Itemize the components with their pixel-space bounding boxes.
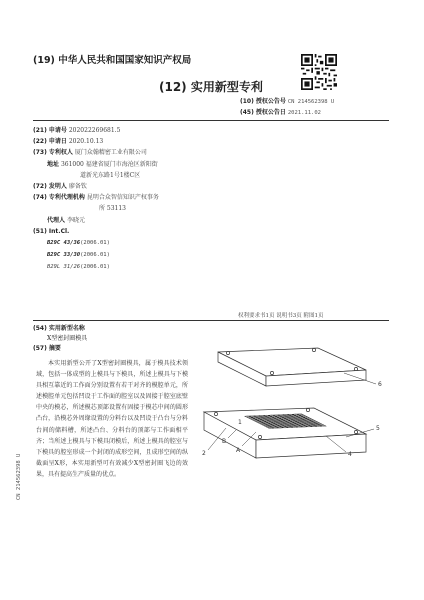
figure-label: 4 [348,451,352,458]
class-date: (2006.01) [80,240,110,247]
class-code: B29C 33/30 [47,252,81,259]
figure-label: B [222,438,227,445]
figure-label: A [236,447,241,454]
figure-label: 2 [202,450,206,457]
qr-code-icon [301,54,337,90]
class-date: (2006.01) [80,252,110,259]
inventor: 廖备钦 [68,183,87,191]
app-no-label: (21) 申请号 [33,127,67,134]
abstract-text: 本实用新型公开了X型密封圈模具，属于模具技术领域，包括一体成型的上模具与下模具，所述上模具与下模具相互靠近的工作面分别设置有若干对齐的模腔单元，所述模腔单元包括凹设于工作面的腔室以及固接于腔室底壁中央的模芯，所述模芯顶部设置有固接于模芯中间的圆形凸台，沿模芯外周缘设置的分料台以及凹设于凸台与分料台间的储料槽，所述凸台、分料台的顶部与工作面相平齐；当所述上模具与下模具闭模后，所述上模具的腔室与下模具的腔室形成一个封闭的成形空间，且成形空间的纵截面呈X形，本实用新型可有效减少X型密封圈飞边的效果，具有提高生产质量的优点。 [36,360,188,478]
mold-cavity [312,425,315,427]
title-label: (54) 实用新型名称 [33,325,85,332]
address-label: 地址 [47,160,60,168]
mold-cavity [322,425,325,427]
figure-label: 5 [376,425,380,432]
mold-cavity [279,427,282,429]
patentee-label: (73) 专利权人 [33,149,73,157]
figure-label: 6 [378,381,382,388]
office-name: (19) 中华人民共和国国家知识产权局 [33,55,192,66]
agency-label: (74) 专利代理机构 [33,194,85,202]
mold-cavity [317,425,320,427]
page-count: 权利要求书1页 说明书3页 附图1页 [238,313,324,319]
patentee: 厦门众翰精密工业有限公司 [74,149,147,157]
intcl-label: (51) Int.Cl. [33,227,70,235]
grant-date: 2021.11.02 [287,109,321,116]
inventor-label: (72) 发明人 [33,183,67,191]
title-section [33,324,87,354]
mold-cavity [293,426,296,428]
mold-cavity [298,426,301,428]
app-date: 2020.10.13 [68,138,104,146]
mold-cavity [283,427,286,429]
upper-mold [218,348,366,386]
publication-info [240,97,334,118]
agent: 李晓元 [66,216,85,224]
bibliographic-block [33,125,233,274]
mold-cavity [274,427,277,429]
app-date-label: (22) 申请日 [33,138,67,146]
grant-date-label: (45) 授权公告日 [240,108,286,116]
section-divider [33,320,389,321]
class-code: B29C 43/36 [47,240,81,247]
figure-label: 1 [238,419,242,426]
address-line1: 361000 福建省厦门市海沧区新阳街 [60,160,158,168]
mold-cavity [288,426,291,428]
mold-cavity [303,426,306,428]
mold-figure [196,342,392,472]
agency-line2: 所 53113 [99,205,126,213]
mold-cavity [307,426,310,428]
class-code: B29L 31/26 [47,264,81,271]
abstract-label: (57) 摘要 [33,345,61,352]
app-no: 202022269681.5 [68,127,121,134]
mold-cavity [269,427,272,429]
header-divider [33,120,389,121]
address-line2: 道新光东路1号1楼C区 [80,171,141,179]
grant-no-label: (10) 授权公告号 [240,98,286,105]
class-date: (2006.01) [80,264,110,271]
invention-title: X型密封圈模具 [47,335,88,342]
document-type: (12) 实用新型专利 [159,80,263,94]
side-publication-code: CN 214562398 U [16,453,22,500]
grant-no: CN 214562398 U [287,99,335,105]
agent-label: 代理人 [47,216,66,224]
agency-line1: 昆明合众智信知识产权事务 [86,194,159,202]
